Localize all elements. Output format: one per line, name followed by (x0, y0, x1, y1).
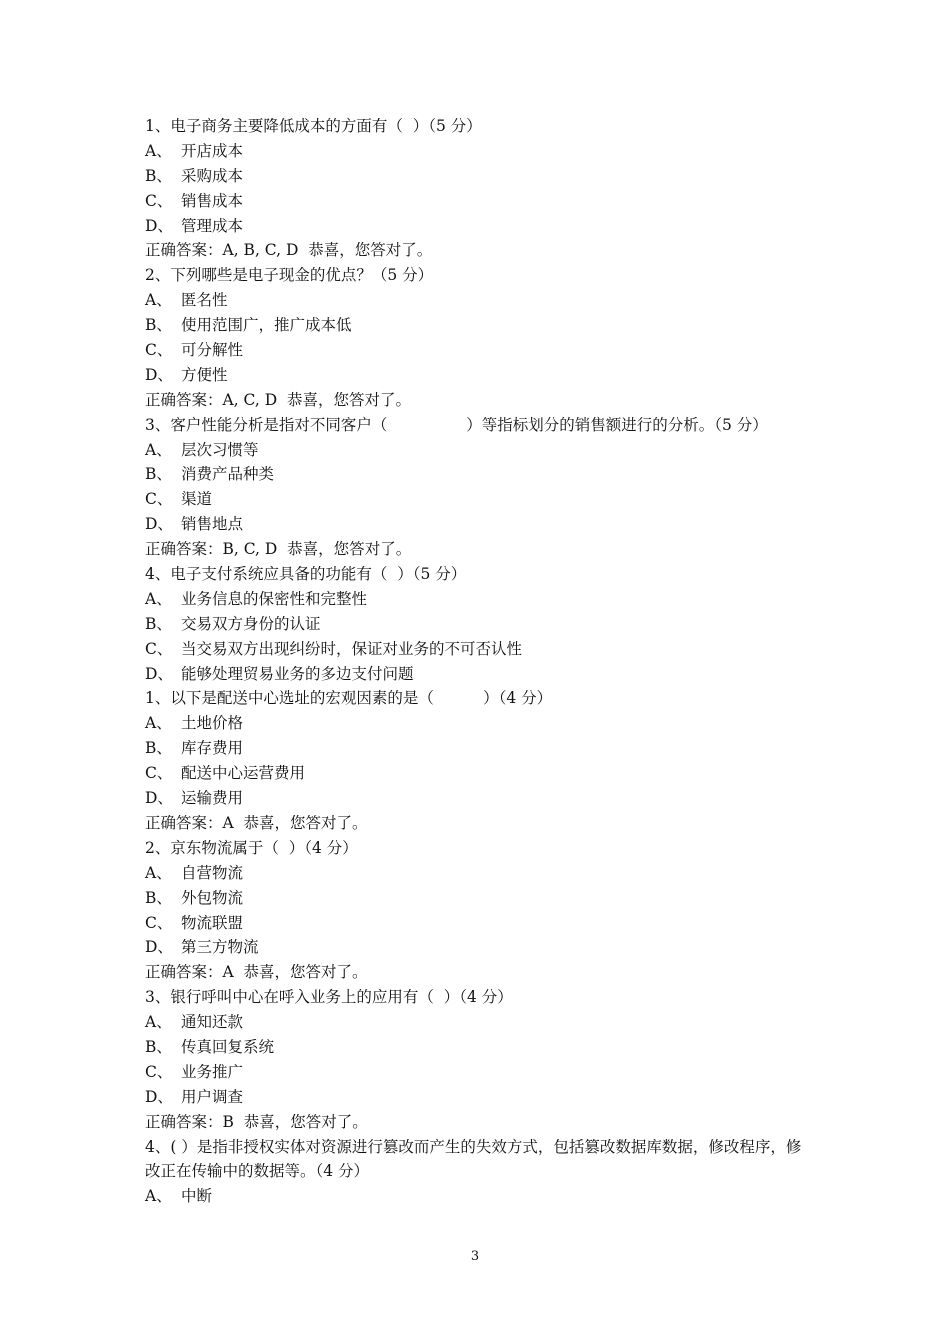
question-stem: 3、银行呼叫中心在呼入业务上的应用有（ ）（4 分） (145, 988, 513, 1007)
option-text: 能够处理贸易业务的多边支付问题 (181, 664, 414, 683)
option-letter: A、 (145, 440, 172, 459)
option-text: 库存费用 (181, 739, 244, 758)
option-text: 业务信息的保密性和完整性 (181, 589, 368, 608)
option (145, 313, 815, 338)
question-stem: 1、电子商务主要降低成本的方面有（ ）（5 分） (145, 117, 482, 135)
question-stem: 4、电子支付系统应具备的功能有（ ）（5 分） (145, 565, 467, 584)
option (145, 911, 815, 936)
option-letter: A、 (145, 141, 172, 160)
option (145, 1085, 815, 1110)
page-number: 3 (470, 1249, 480, 1264)
option-text: 采购成本 (181, 166, 244, 185)
option-letter: C、 (145, 1062, 173, 1081)
option (145, 1035, 815, 1060)
option-text: 土地价格 (181, 714, 244, 733)
option (145, 487, 815, 512)
option-letter: B、 (145, 316, 172, 335)
option-text: 自营物流 (181, 863, 244, 882)
answer-line: 正确答案：B, C, D 恭喜，您答对了。 (145, 540, 412, 559)
option-letter: A、 (145, 291, 172, 310)
answer-line: 正确答案：A, B, C, D 恭喜，您答对了。 (145, 241, 433, 260)
option (145, 786, 815, 811)
option-letter: D、 (145, 938, 173, 957)
option-text: 第三方物流 (181, 938, 259, 957)
option-letter: B、 (145, 614, 172, 633)
answer-line: 正确答案：A, C, D 恭喜，您答对了。 (145, 390, 411, 409)
option-text: 层次习惯等 (181, 440, 259, 459)
option (145, 736, 815, 761)
option-text: 方便性 (181, 365, 228, 384)
answer-line: 正确答案：A 恭喜，您答对了。 (145, 963, 368, 982)
option (145, 189, 815, 214)
option-letter: D、 (145, 216, 173, 235)
option-letter: A、 (145, 1187, 172, 1206)
option-text: 销售成本 (181, 191, 244, 210)
answer-line: 正确答案：A 恭喜，您答对了。 (145, 813, 368, 832)
option (145, 214, 815, 239)
question-stem: 2、下列哪些是电子现金的优点？（5 分） (145, 266, 434, 285)
option-letter: B、 (145, 166, 172, 185)
option-text: 消费产品种类 (181, 465, 275, 484)
option-text: 当交易双方出现纠纷时，保证对业务的不可否认性 (181, 639, 523, 658)
option-text: 交易双方身份的认证 (181, 614, 321, 633)
question-stem: 1、以下是配送中心选址的宏观因素的是（ ）（4 分） (145, 689, 553, 708)
option-text: 开店成本 (181, 141, 244, 160)
option-letter: C、 (145, 191, 173, 210)
option (145, 139, 815, 164)
option (145, 338, 815, 363)
answer-line: 正确答案：B 恭喜，您答对了。 (145, 1112, 368, 1131)
option-letter: D、 (145, 789, 173, 808)
option (145, 935, 815, 960)
option-text: 通知还款 (181, 1013, 244, 1032)
option-text: 用户调查 (181, 1087, 244, 1106)
option-text: 使用范围广，推广成本低 (181, 316, 352, 335)
option (145, 711, 815, 736)
option-text: 可分解性 (181, 341, 244, 360)
option (145, 587, 815, 612)
option (145, 164, 815, 189)
question-stem: 4、( ）是指非授权实体对资源进行篡改而产生的失效方式，包括篡改数据库数据，修改程序，修改正在传输中的数据等。（4 分） (145, 1137, 802, 1181)
option-letter: C、 (145, 341, 173, 360)
option-letter: B、 (145, 888, 172, 907)
option (145, 662, 815, 687)
option-letter: A、 (145, 1013, 172, 1032)
option (145, 1060, 815, 1085)
option-text: 外包物流 (181, 888, 244, 907)
option-letter: B、 (145, 465, 172, 484)
option-letter: A、 (145, 863, 172, 882)
option (145, 761, 815, 786)
option (145, 637, 815, 662)
option (145, 886, 815, 911)
option-letter: B、 (145, 1037, 172, 1056)
option (145, 612, 815, 637)
option-letter: A、 (145, 714, 172, 733)
document-body (145, 114, 815, 1209)
option-letter: C、 (145, 913, 173, 932)
option (145, 861, 815, 886)
option-letter: D、 (145, 664, 173, 683)
option (145, 1010, 815, 1035)
option-text: 管理成本 (181, 216, 244, 235)
option (145, 1184, 815, 1209)
option-text: 中断 (181, 1187, 213, 1206)
option (145, 288, 815, 313)
option-text: 配送中心运营费用 (181, 764, 306, 783)
option-letter: D、 (145, 1087, 173, 1106)
option-text: 渠道 (181, 490, 213, 509)
option (145, 462, 815, 487)
option-text: 匿名性 (181, 291, 228, 310)
option-text: 物流联盟 (181, 913, 244, 932)
option-letter: C、 (145, 639, 173, 658)
question-stem: 3、客户性能分析是指对不同客户（ ）等指标划分的销售额进行的分析。（5 分） (145, 415, 768, 434)
option (145, 438, 815, 463)
option-letter: B、 (145, 739, 172, 758)
option-text: 业务推广 (181, 1062, 244, 1081)
option (145, 363, 815, 388)
option-letter: D、 (145, 365, 173, 384)
option-letter: C、 (145, 764, 173, 783)
option-letter: A、 (145, 589, 172, 608)
option-text: 传真回复系统 (181, 1037, 275, 1056)
option-letter: D、 (145, 515, 173, 534)
option-text: 运输费用 (181, 789, 244, 808)
question-stem: 2、京东物流属于（ ）（4 分） (145, 838, 358, 857)
option-letter: C、 (145, 490, 173, 509)
option-text: 销售地点 (181, 515, 244, 534)
option (145, 512, 815, 537)
